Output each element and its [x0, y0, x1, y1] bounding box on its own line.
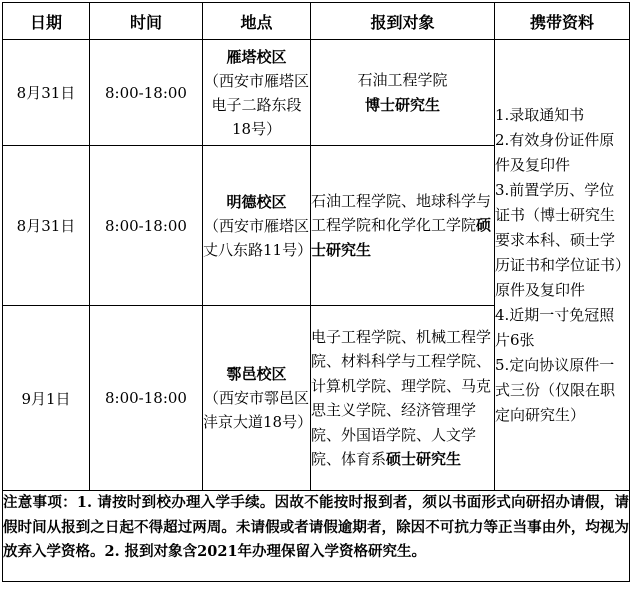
- material-item: 1.录取通知书: [495, 105, 585, 124]
- target-college: 电子工程学院、机械工程学院、材料科学与工程学院、计算机学院、理学院、马克思主义学院、经济管理学院、外国语学院、人文学院、体育系: [311, 327, 492, 468]
- header-target: 报到对象: [311, 3, 495, 40]
- material-item: 4.近期一寸免冠照片6张: [495, 305, 615, 349]
- campus-name: 雁塔校区: [226, 47, 287, 66]
- header-materials: 携带资料: [495, 3, 630, 40]
- date-cell: 9月1日: [3, 306, 90, 491]
- campus-address: （西安市雁塔区电子二路东段18号）: [203, 71, 309, 138]
- location-cell: [203, 40, 311, 146]
- header-location: 地点: [203, 3, 311, 40]
- target-degree: 博士研究生: [364, 95, 440, 114]
- time-cell: 8:00-18:00: [90, 146, 203, 306]
- target-college: 石油工程学院: [357, 71, 448, 89]
- date-cell: 8月31日: [3, 146, 90, 306]
- time-cell: 8:00-18:00: [90, 306, 203, 491]
- material-item: 3.前置学历、学位证书（博士研究生要求本科、硕士学历证书和学位证书）原件及复印件: [495, 180, 623, 299]
- date-cell: 8月31日: [3, 40, 90, 146]
- material-item: 2.有效身份证件原件及复印件: [495, 130, 615, 174]
- campus-address: （西安市鄠邑区沣京大道18号）: [203, 389, 313, 431]
- header-time: 时间: [90, 3, 203, 40]
- notes-cell: [3, 491, 630, 582]
- materials-cell: [495, 40, 630, 491]
- material-item: 5.定向协议原件一式三份（仅限在职定向研究生）: [495, 355, 616, 424]
- campus-address: （西安市雁塔区丈八东路11号）: [203, 216, 313, 259]
- notes-label: 注意事项：: [3, 494, 77, 511]
- notes-row: [3, 491, 630, 582]
- target-degree: 硕士研究生: [311, 216, 492, 259]
- target-cell: [311, 306, 495, 491]
- location-cell: [203, 306, 311, 491]
- time-cell: 8:00-18:00: [90, 40, 203, 146]
- registration-table: [2, 2, 630, 582]
- target-college: 石油工程学院、地球科学与工程学院和化学化工学院: [311, 191, 492, 235]
- table-row: [3, 40, 630, 146]
- target-cell: [311, 40, 495, 146]
- header-row: [3, 3, 630, 40]
- target-degree: 硕士研究生: [386, 450, 462, 468]
- campus-name: 明德校区: [226, 192, 287, 211]
- location-cell: [203, 146, 311, 306]
- header-date: 日期: [3, 3, 90, 40]
- target-cell: [311, 146, 495, 306]
- campus-name: 鄠邑校区: [226, 365, 287, 383]
- notes-text: 1. 请按时到校办理入学手续。因故不能按时报到者，须以书面形式向研招办请假，请假时间从报到之日起不得超过两周。未请假或者请假逾期者，除因不可抗力等正当事由外，均视为放弃入学资格。2. 报到对象含2021年办理保留入学资格研究生。: [3, 494, 630, 560]
